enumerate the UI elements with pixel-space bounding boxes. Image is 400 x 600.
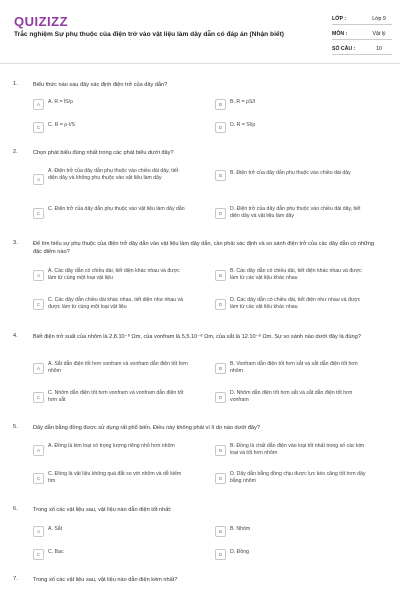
option-letter: D [215,299,226,310]
option-text: C. Đồng là vật liệu không quá đắt so với nhôm và dễ kiếm tìm [48,471,182,485]
option-text: D. Nhôm dẫn điện tốt hơn sắt và sắt dẫn điện tốt hơn vonfram [230,390,353,404]
option-text: B. Đồng là chất dẫn điện vào loại tốt nhất trong số các kim loại và tốt hơn nhôm [230,443,365,457]
option-text: C. Điện trở của dây dẫn phụ thuộc vào vật liệu làm dây dẫn [48,206,185,212]
option-text: A. Đồng là kim loại có trọng lượng riêng nhỏ hơn nhôm [48,443,175,449]
option-letter: D [215,473,226,484]
option-text: B. Các dây dẫn có chiều dài, tiết diện khác nhau và được làm từ các vật liệu khác nhau [230,268,362,282]
question-number: 2. [13,149,18,155]
option-text: D. Các dây dẫn có chiều dài, tiết diện như nhau và được làm từ các vật liệu khác nhau [230,297,361,311]
question-text: Trong số các vật liệu sau, vật liệu nào dẫn điện kém nhất? [33,577,178,583]
option-letter: A [33,363,44,374]
option-letter: B [215,363,226,374]
question-text: Biết điện trở suất của nhôm là 2,8.10⁻⁸ Ωm, của vonfram là 5,5.10⁻⁸ Ωm, của sắt là 12.10⁻⁸ Ωm. Sự so sánh nào dưới đây là đúng? [33,334,361,340]
question-text: Trong số các vật liệu sau, vật liệu nào dẫn điện tốt nhất: [33,507,172,513]
option-text: B. Điện trở của dây dẫn phụ thuộc vào chiều dài dây [230,170,351,176]
question-number: 7. [13,576,18,582]
worksheet-title: Trắc nghiệm Sự phụ thuộc của điện trở vào vật liệu làm dây dẫn có đáp án (Nhận biết) [14,31,284,38]
option-text: A. Sắt [48,526,63,532]
option-letter: D [215,392,226,403]
question-text: Biểu thức nào sau đây xác định điện trở của dây dẫn? [33,82,168,88]
option-text: D. Dây dẫn bằng đồng chịu được lực kéo căng tốt hơn dây bằng nhôm [230,471,366,485]
option-letter: B [215,270,226,281]
meta-value: Lớp 9 [372,16,386,22]
option-text: B. Vonfram dẫn điện tốt hơn sắt và sắt dẫn điện tốt hơn nhôm [230,361,358,375]
option-letter: B [215,445,226,456]
meta-label: MÔN : [332,31,348,37]
option-text: C. R = ρ·l/S [48,122,76,128]
meta-underline [332,54,392,55]
question-number: 4. [13,333,18,339]
option-text: B. Nhôm [230,526,251,532]
option-letter: D [215,208,226,219]
option-text: C. Nhôm dẫn điện tốt hơn vonfram và vonfram dẫn điện tốt hơn sắt [48,390,184,404]
meta-value: Vật lý [372,31,386,37]
question-text: Dây dẫn bằng đồng được sử dụng rất phổ biến. Điều này không phải vì lí do nào dưới đây? [33,425,260,431]
quizizz-logo: QUIZIZZ [14,14,69,29]
option-letter: C [33,473,44,484]
meta-underline [332,39,392,40]
meta-underline [332,24,392,25]
option-letter: A [33,526,44,537]
option-letter: C [33,122,44,133]
option-letter: C [33,549,44,560]
option-text: C. Bạc [48,549,64,555]
option-letter: B [215,526,226,537]
question-number: 3. [13,240,18,246]
option-text: A. Điện trở của dây dẫn phụ thuộc vào chiều dài dây, tiết diện dây và không phụ thuộc vào vật liệu làm dây [48,168,179,182]
worksheet-header [0,0,400,58]
option-letter: C [33,208,44,219]
option-letter: A [33,270,44,281]
option-text: D. Đồng [230,549,250,555]
question-text: Để tìm hiểu sự phụ thuộc của điện trở dây dẫn vào vật liệu làm dây dẫn, cần phải xác định và so sánh điện trở của các dây dẫn có những đặc điểm nào? [33,241,375,256]
option-text: C. Các dây dẫn chiều dài khác nhau, tiết diện như nhau và được làm từ cùng một loại vật liệu [48,297,183,311]
option-text: A. Các dây dẫn có chiều dài, tiết diện khác nhau và được làm từ cùng một loại vật liệu [48,268,180,282]
option-letter: A [33,445,44,456]
meta-label: LỚP : [332,16,347,22]
option-text: A. Sắt dẫn điện tốt hơn vonfram và vonfram dẫn điện tốt hơn nhôm [48,361,188,375]
option-letter: D [215,122,226,133]
option-letter: C [33,299,44,310]
option-letter: C [33,392,44,403]
option-letter: B [215,99,226,110]
question-number: 1. [13,81,18,87]
option-letter: A [33,174,44,185]
meta-label: SỐ CÂU : [332,46,356,52]
option-text: D. R = Sl/ρ [230,122,256,128]
option-letter: D [215,549,226,560]
option-text: A. R = lS/ρ [48,99,74,105]
option-letter: A [33,99,44,110]
question-number: 5. [13,424,18,430]
question-number: 6. [13,506,18,512]
option-text: B. R = ρS/l [230,99,256,105]
question-text: Chọn phát biểu đúng nhất trong các phát biểu dưới đây? [33,150,174,156]
option-letter: B [215,170,226,181]
header-divider [0,63,400,64]
meta-value: 10 [376,46,382,52]
option-text: D. Điện trở của dây dẫn phụ thuộc vào chiều dài dây, tiết diện dây và vật liệu làm dây [230,206,361,220]
